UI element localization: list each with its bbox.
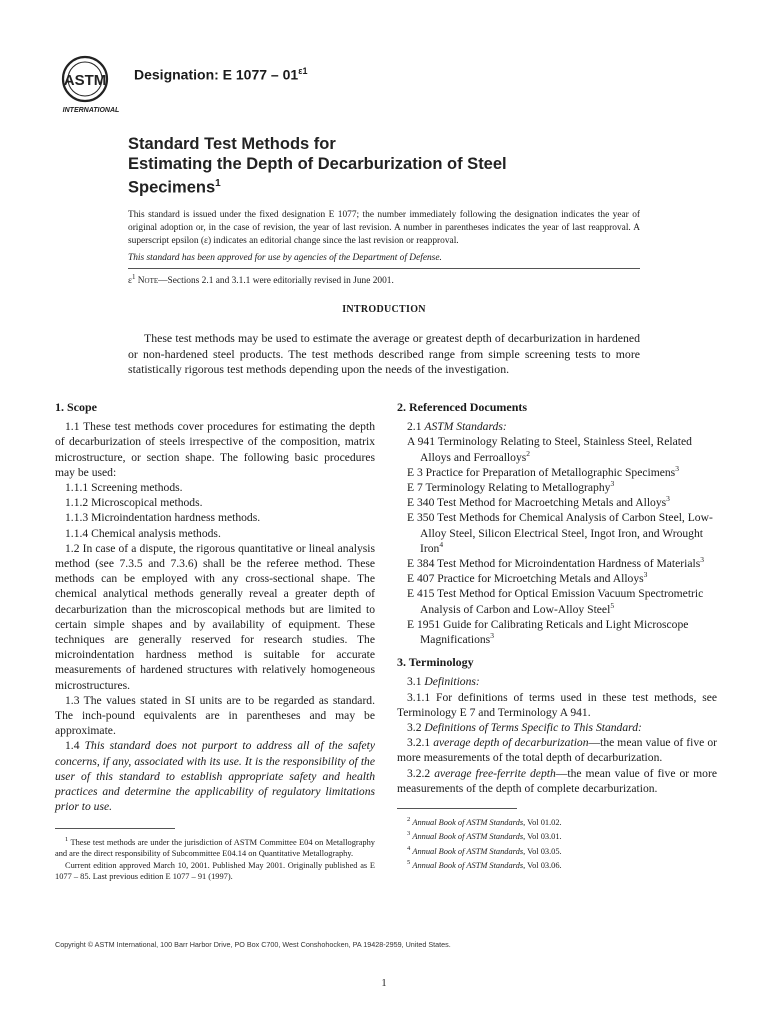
logo-subtext: INTERNATIONAL bbox=[62, 107, 120, 114]
footnote-rule bbox=[55, 828, 175, 829]
footnote-5: $^5$ Annual Book of ASTM Standards, Vol 03.06. bbox=[407, 858, 562, 870]
footnotes-right bbox=[397, 808, 717, 871]
reference-item: E 384 Test Method for Microindentation Hardness of Materials$^3$ bbox=[407, 555, 705, 571]
terminology-3-2: 3.2 Definitions of Terms Specific to This Standard: bbox=[407, 721, 642, 735]
footnote-1: $^1$ These test methods are under the jurisdiction of ASTM Committee E04 on Metallography and are the direct responsibility of Subcommittee E04.14 on Quantitative Metallography. bbox=[55, 836, 375, 859]
footnote-4: $^4$ Annual Book of ASTM Standards, Vol 03.05. bbox=[407, 844, 562, 856]
title-line-3: Specimens$^1$ bbox=[128, 178, 221, 197]
footnote-rule bbox=[397, 808, 517, 809]
footnote-3: $^3$ Annual Book of ASTM Standards, Vol 03.01. bbox=[407, 830, 562, 842]
footnote-2: $^2$ Annual Book of ASTM Standards, Vol 01.02. bbox=[407, 816, 562, 827]
introduction-heading: INTRODUCTION bbox=[342, 304, 426, 315]
footnote-1-edition: Current edition approved March 10, 2001. Published May 2001. Originally published as E 1077 – 85. Last previous edition E 1077 – 91 (1997). bbox=[55, 860, 375, 882]
dod-approval-note: This standard has been approved for use by agencies of the Department of Defense. bbox=[128, 253, 442, 263]
epsilon-note: $\varepsilon^1$ Note—Sections 2.1 and 3.1.1 were editorially revised in June 2001. bbox=[128, 273, 394, 287]
issuance-notice: This standard is issued under the fixed designation E 1077; the number immediately following the designation indicates the year of original adoption or, in the case of revision, the year of last revision. A number in parentheses indicates the year of last reapproval. A superscript epsilon (ε) indicates an editorial change since the last revision or reapproval. bbox=[128, 210, 640, 246]
logo-text: ASTM bbox=[63, 72, 107, 89]
scope-item: 1.1.2 Microscopical methods. bbox=[65, 496, 203, 510]
page-number: 1 bbox=[381, 978, 387, 989]
left-column bbox=[55, 400, 375, 814]
astm-logo bbox=[58, 54, 124, 116]
reference-item: E 350 Test Methods for Chemical Analysis of Carbon Steel, Low-Alloy Steel, Silicon Electrical Steel, Ingot Iron, and Wrought Iron$^4$ bbox=[407, 511, 713, 555]
footnotes-left bbox=[55, 828, 375, 883]
header-rule bbox=[128, 268, 640, 269]
terminology-3-2-2: 3.2.2 average free-ferrite depth—the mean value of five or more measurements of the depth of complete decarburization. bbox=[397, 766, 717, 795]
scope-heading: 1. Scope bbox=[55, 400, 97, 414]
scope-1-2: 1.2 In case of a dispute, the rigorous quantitative or lineal analysis method (see 7.3.5 and 7.3.6) shall be the referee method. These methods can be employed with any cross-sectional shape. The chemical analytical methods generally reveal a greater depth of decarburization than the microscopical methods but are limited to certain simple shapes and by availability of equipment. These techniques are generally reserved for research studies. The microindentation hardness method is suitable for accurate measurements of hardened structures with relatively homogeneous microstructures. bbox=[55, 541, 375, 692]
terminology-3-1-1: 3.1.1 For definitions of terms used in these test methods, see Terminology E 7 and Terminology A 941. bbox=[397, 690, 717, 719]
reference-item: A 941 Terminology Relating to Steel, Stainless Steel, Related Alloys and Ferroalloys$^2$ bbox=[407, 435, 692, 464]
scope-item: 1.1.3 Microindentation hardness methods. bbox=[65, 511, 261, 525]
reference-item: E 415 Test Method for Optical Emission Vacuum Spectrometric Analysis of Carbon and Low-Alloy Steel$^5$ bbox=[407, 587, 704, 616]
scope-1-4: 1.4 This standard does not purport to address all of the safety concerns, if any, associated with its use. It is the responsibility of the user of this standard to establish appropriate safety and health practices and determine the applicability of regulatory limitations prior to use. bbox=[55, 739, 375, 814]
note-label: Note bbox=[137, 276, 159, 287]
scope-1-1: 1.1 These test methods cover procedures for estimating the depth of decarburization of steels irrespective of the composition, matrix microstructure, or section shape. The following basic procedures may be used: bbox=[55, 420, 375, 479]
title-line-1: Standard Test Methods for bbox=[128, 135, 336, 153]
scope-1-3: 1.3 The values stated in SI units are to be regarded as standard. The inch-pound equivalents are in parentheses and may be approximate. bbox=[55, 693, 375, 738]
designation bbox=[134, 66, 307, 83]
designation-text: Designation: E 1077 – 01 bbox=[134, 66, 299, 83]
scope-item: 1.1.1 Screening methods. bbox=[65, 481, 183, 495]
title-line-2: Estimating the Depth of Decarburization of Steel bbox=[128, 155, 507, 173]
references-subheading: 2.1 ASTM Standards: bbox=[407, 420, 507, 434]
right-column bbox=[397, 400, 717, 796]
reference-item: E 340 Test Method for Macroetching Metals and Alloys$^3$ bbox=[407, 494, 670, 510]
references-heading: 2. Referenced Documents bbox=[397, 400, 528, 414]
terminology-3-2-1: 3.2.1 average depth of decarburization—the mean value of five or more measurements of the total depth of decarburization. bbox=[397, 736, 717, 765]
designation-epsilon: ε1 bbox=[298, 66, 308, 76]
title-footnote-mark: 1 bbox=[215, 178, 221, 189]
scope-item: 1.1.4 Chemical analysis methods. bbox=[65, 526, 221, 540]
terminology-3-1: 3.1 Definitions: bbox=[407, 675, 480, 689]
terminology-heading: 3. Terminology bbox=[397, 655, 474, 670]
reference-item: E 7 Terminology Relating to Metallography$^3$ bbox=[407, 479, 615, 495]
introduction-text: These test methods may be used to estimate the average or greatest depth of decarburization in hardened or non-hardened steel products. The test methods described range from simple screening tests to more statistically rigorous test methods depending upon the needs of the investigation. bbox=[128, 331, 640, 376]
copyright-line: Copyright © ASTM International, 100 Barr Harbor Drive, PO Box C700, West Conshohocken, PA 19428-2959, United States. bbox=[55, 940, 451, 949]
reference-item: E 1951 Guide for Calibrating Reticals and Light Microscope Magnifications$^3$ bbox=[407, 617, 689, 647]
document-title bbox=[128, 134, 668, 198]
reference-item: E 407 Practice for Microetching Metals and Alloys$^3$ bbox=[407, 570, 648, 586]
reference-item: E 3 Practice for Preparation of Metallographic Specimens$^3$ bbox=[407, 463, 679, 479]
